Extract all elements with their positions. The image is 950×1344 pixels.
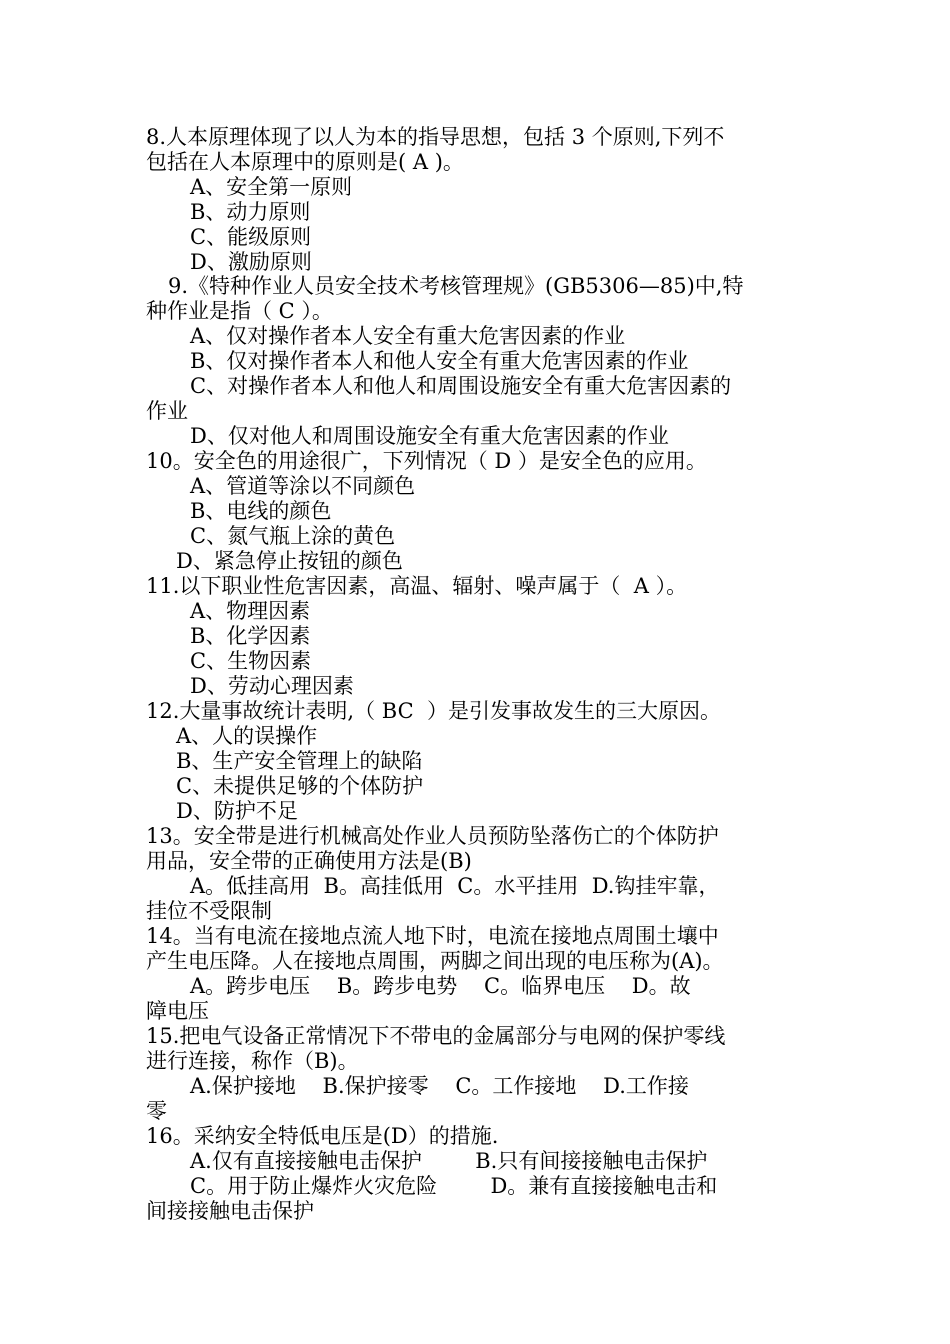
- q16-options-ab: A.仅有直接接触电击保护 B.只有间接接触电击保护: [190, 1149, 708, 1173]
- q15-options-cont: 零: [146, 1099, 167, 1123]
- q9-option-c: C、对操作者本人和他人和周围设施安全有重大危害因素的: [190, 374, 732, 398]
- q15-line-2: 进行连接，称作（B)。: [146, 1049, 359, 1073]
- q10-option-b: B、电线的颜色: [190, 499, 332, 523]
- q12-option-b: B、生产安全管理上的缺陷: [176, 749, 423, 773]
- q8-option-a: A、安全第一原则: [190, 175, 353, 199]
- q16-options-cont: 间接接触电击保护: [146, 1199, 314, 1223]
- q12-line-1: 12.大量事故统计表明,（ BC ）是引发事故发生的三大原因。: [146, 699, 721, 723]
- q8-option-c: C、能级原则: [190, 225, 312, 249]
- q9-option-a: A、仅对操作者本人安全有重大危害因素的作业: [190, 324, 626, 348]
- q14-options: A。跨步电压 B。跨步电势 C。临界电压 D。故: [190, 974, 691, 998]
- q11-option-b: B、化学因素: [190, 624, 311, 648]
- q10-option-c: C、氮气瓶上涂的黄色: [190, 524, 396, 548]
- q8-line-1: 8.人本原理体现了以人为本的指导思想，包括 3 个原则,下列不: [146, 125, 725, 149]
- q12-option-a: A、人的误操作: [176, 724, 318, 748]
- q11-option-d: D、劳动心理因素: [190, 674, 354, 698]
- q9-option-b: B、仅对操作者本人和他人安全有重大危害因素的作业: [190, 349, 689, 373]
- q14-line-1: 14。当有电流在接地点流人地下时，电流在接地点周围土壤中: [146, 924, 719, 948]
- q9-line-2: 种作业是指（ C ）。: [146, 299, 333, 323]
- q9-option-c-cont: 作业: [146, 399, 188, 423]
- q11-line-1: 11.以下职业性危害因素，高温、辐射、噪声属于（ A ）。: [146, 574, 688, 598]
- q12-option-c: C、未提供足够的个体防护: [176, 774, 424, 798]
- q11-option-a: A、物理因素: [190, 599, 311, 623]
- q10-line-1: 10。安全色的用途很广，下列情况（ D ）是安全色的应用。: [146, 449, 707, 473]
- q11-option-c: C、生物因素: [190, 649, 312, 673]
- q13-line-1: 13。安全带是进行机械高处作业人员预防坠落伤亡的个体防护: [146, 824, 719, 848]
- q10-option-a: A、管道等涂以不同颜色: [190, 474, 416, 498]
- q15-options: A.保护接地 B.保护接零 C。工作接地 D.工作接: [190, 1074, 689, 1098]
- q15-line-1: 15.把电气设备正常情况下不带电的金属部分与电网的保护零线: [146, 1024, 726, 1048]
- q13-options: A。低挂高用 B。高挂低用 C。水平挂用 D.钩挂牢靠，: [190, 874, 720, 898]
- q13-options-cont: 挂位不受限制: [146, 899, 272, 923]
- q14-line-2: 产生电压降。人在接地点周围，两脚之间出现的电压称为(A)。: [146, 949, 724, 973]
- q9-option-d: D、仅对他人和周围设施安全有重大危害因素的作业: [190, 424, 669, 448]
- q8-option-b: B、动力原则: [190, 200, 311, 224]
- q16-line-1: 16。采纳安全特低电压是(D）的措施.: [146, 1124, 499, 1148]
- q9-line-1: 9.《特种作业人员安全技术考核管理规》(GB5306—85)中,特: [168, 274, 744, 298]
- q14-options-cont: 障电压: [146, 999, 209, 1023]
- q8-line-2: 包括在人本原理中的原则是( A )。: [146, 150, 464, 174]
- q8-option-d: D、激励原则: [190, 250, 312, 274]
- q13-line-2: 用品，安全带的正确使用方法是(B): [146, 849, 472, 873]
- q16-options-cd: C。用于防止爆炸火灾危险 D。兼有直接接触电击和: [190, 1174, 718, 1198]
- q10-option-d: D、紧急停止按钮的颜色: [176, 549, 403, 573]
- q12-option-d: D、防护不足: [176, 799, 298, 823]
